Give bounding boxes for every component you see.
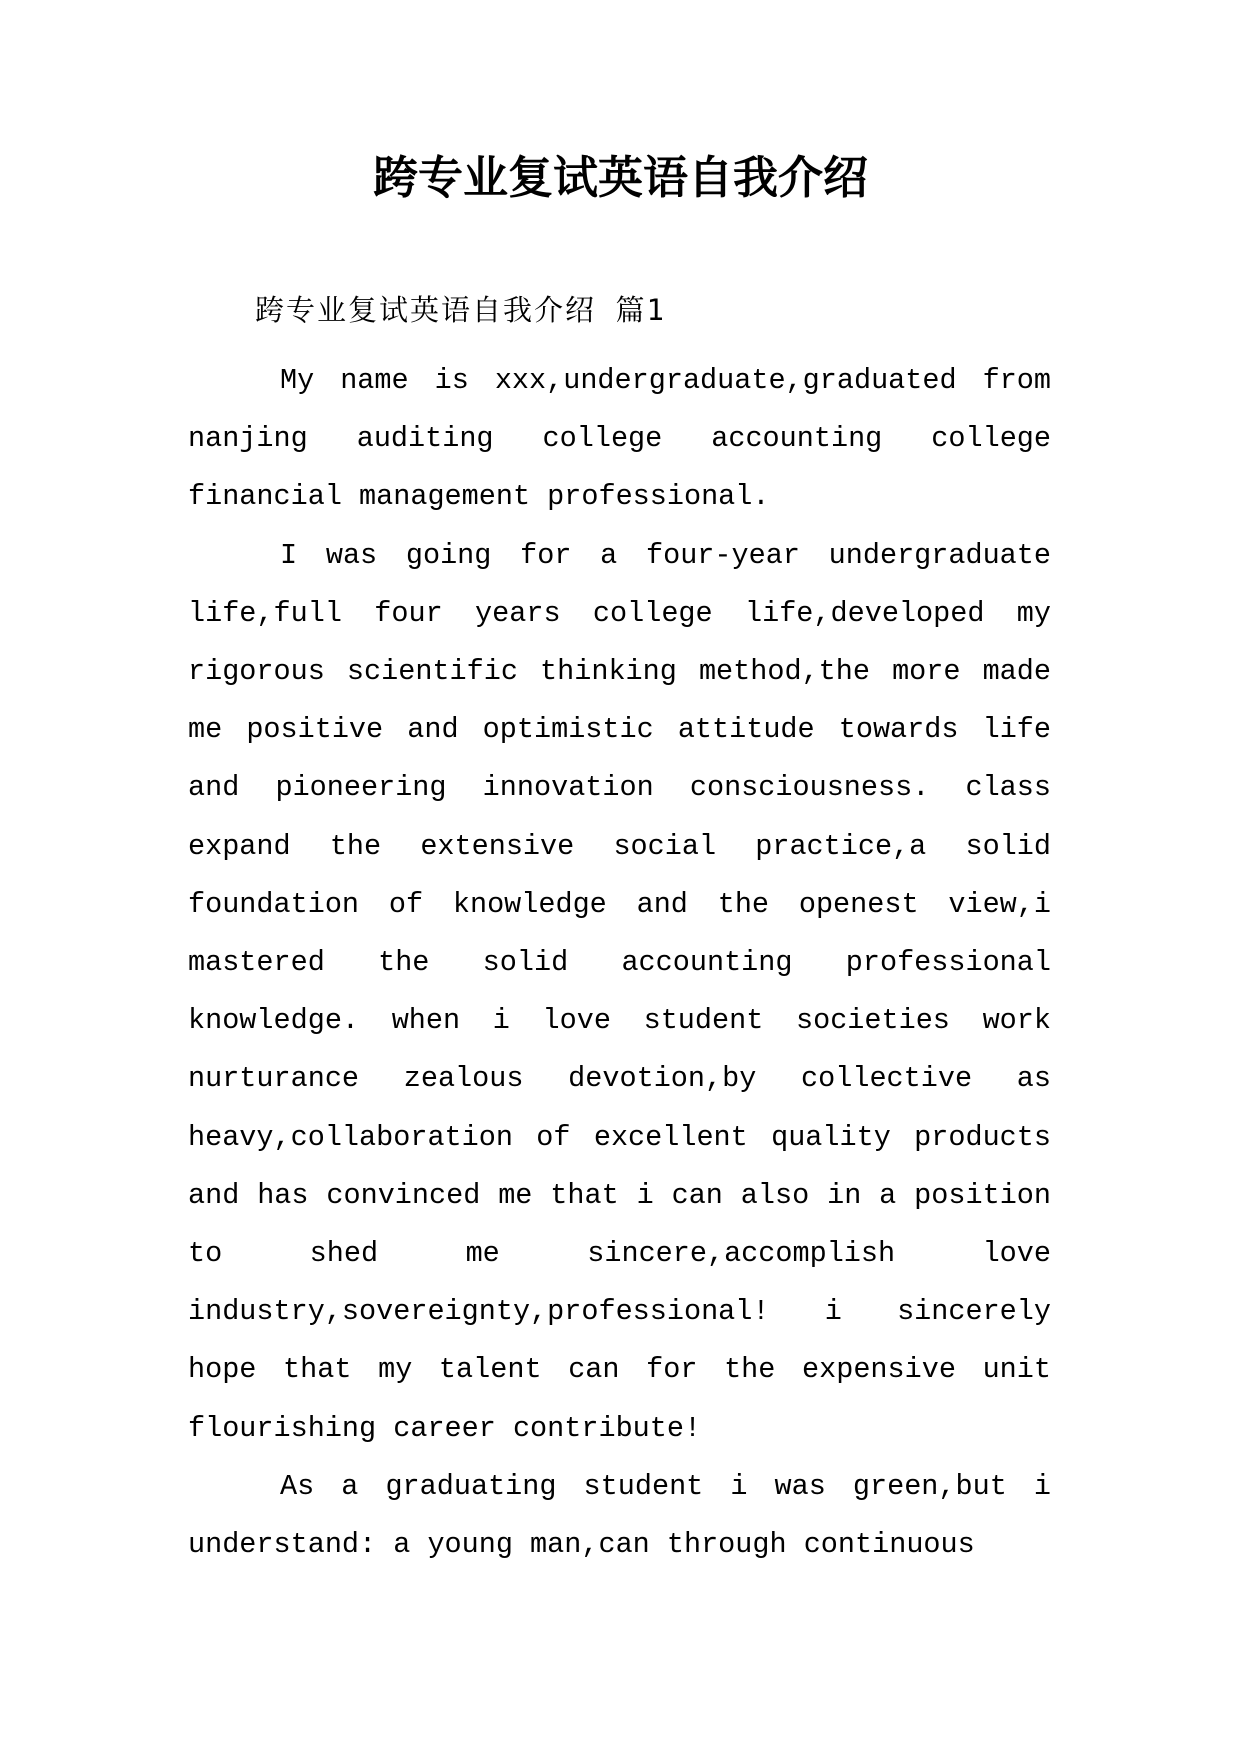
section-heading: 跨专业复试英语自我介绍 篇1 — [255, 293, 666, 327]
paragraph-3: As a graduating student i was green,but i understand: a young man,can through continuous — [188, 1469, 1051, 1562]
document-title: 跨专业复试英语自我介绍 — [372, 151, 868, 204]
paragraph-1: My name is xxx,undergraduate,graduated from nanjing auditing college accounting college financial management professional. — [188, 364, 1051, 514]
paragraph-2: I was going for a four-year undergraduate life,full four years college life,developed my rigorous scientific thinking method,the more made me positive and optimistic attitude towards life and pioneering innovation consciousness. class expand the extensive social practice,a solid foundation of knowledge and the openest view,i mastered the solid accounting professional knowledge. when i love student societies work nurturance zealous devotion,by collective as heavy,collaboration of excellent quality products and has convinced me that i can also in a position to shed me sincere,accomplish love industry,sovereignty,professional! i sincerely hope that my talent can for the expensive unit flourishing career contribute! — [188, 538, 1051, 1445]
document-body — [188, 352, 1051, 1574]
